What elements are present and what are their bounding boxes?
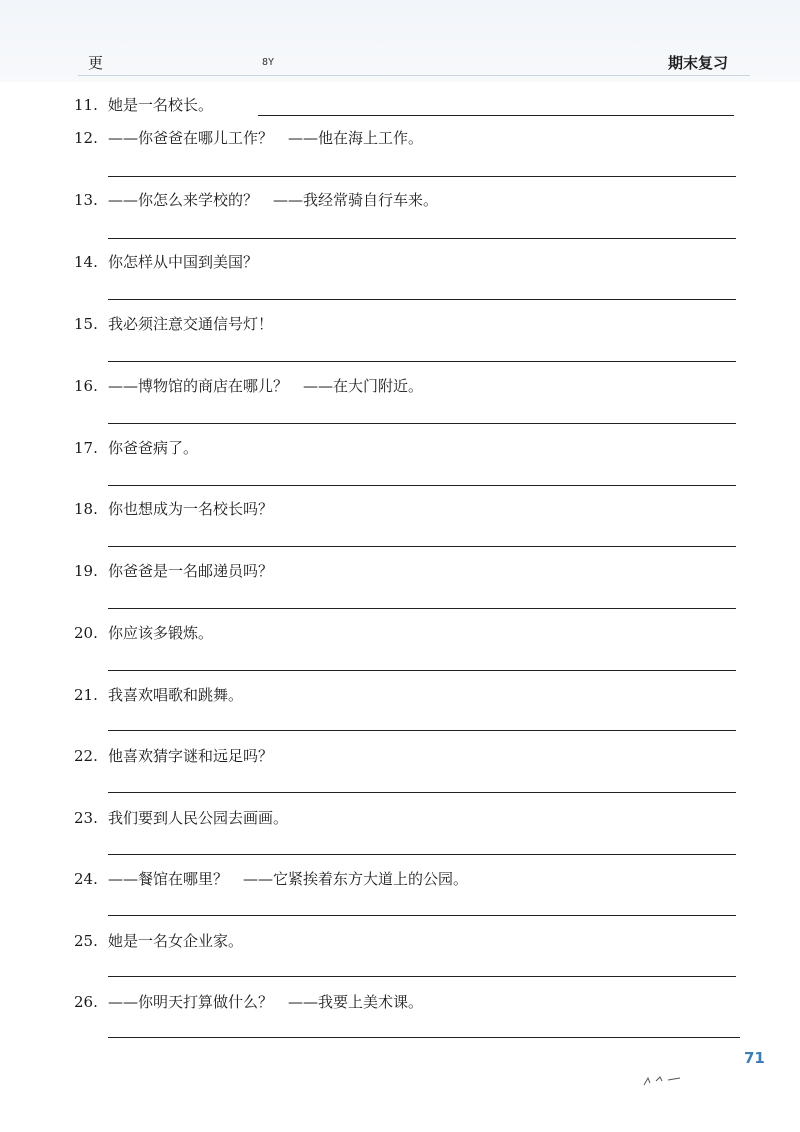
question-number: 22. [74,747,98,765]
answer-line[interactable] [108,1037,740,1038]
question-text: ——餐馆在哪里？ ——它紧挨着东方大道上的公园。 [108,870,469,888]
question-text: 她是一名女企业家。 [108,932,244,950]
header-left-char: 更 [88,54,104,72]
answer-line[interactable] [258,115,734,116]
question-text: 你爸爸是一名邮递员吗？ [108,562,274,580]
question-item [74,562,273,580]
answer-line[interactable] [108,608,736,609]
question-text: 你怎样从中国到美国？ [108,253,259,271]
question-text: 我们要到人民公园去画画。 [108,809,289,827]
question-number: 16. [74,377,98,395]
question-number: 17. [74,439,98,457]
question-number: 12. [74,129,98,147]
question-text: 他喜欢猜字谜和远足吗？ [108,747,274,765]
question-number: 13. [74,191,98,209]
answer-line[interactable] [108,976,736,977]
answer-line[interactable] [108,361,736,362]
question-text: ——你爸爸在哪儿工作？ ——他在海上工作。 [108,129,424,147]
question-item [74,993,423,1011]
question-number: 11. [74,96,98,114]
question-text: 你也想成为一名校长吗？ [108,500,274,518]
answer-line[interactable] [108,792,736,793]
answer-line[interactable] [108,730,736,731]
answer-line[interactable] [108,546,736,547]
question-item [74,315,273,333]
pencil-scribble [640,1072,700,1088]
answer-line[interactable] [108,423,736,424]
answer-line[interactable] [108,485,736,486]
question-number: 24. [74,870,98,888]
question-number: 19. [74,562,98,580]
question-number: 15. [74,315,98,333]
question-item [74,932,243,950]
question-item [74,500,273,518]
header-divider [78,75,750,76]
question-text: ——你怎么来学校的？ ——我经常骑自行车来。 [108,191,439,209]
question-item [74,624,213,642]
question-number: 20. [74,624,98,642]
question-item [74,439,198,457]
question-item [74,191,438,209]
answer-line[interactable] [108,854,736,855]
page-number: 71 [744,1049,765,1067]
question-item [74,96,213,114]
question-item [74,747,273,765]
header-code: 8Y [262,57,275,68]
answer-line[interactable] [108,238,736,239]
question-text: 你爸爸病了。 [108,439,199,457]
question-text: ——你明天打算做什么？ ——我要上美术课。 [108,993,424,1011]
question-item [74,870,468,888]
question-item [74,253,258,271]
question-number: 25. [74,932,98,950]
question-text: 她是一名校长。 [108,96,214,114]
answer-line[interactable] [108,176,736,177]
question-number: 18. [74,500,98,518]
question-number: 23. [74,809,98,827]
question-number: 26. [74,993,98,1011]
question-text: 我必须注意交通信号灯！ [108,315,274,333]
answer-line[interactable] [108,915,736,916]
answer-line[interactable] [108,670,736,671]
question-text: 我喜欢唱歌和跳舞。 [108,686,244,704]
answer-line[interactable] [108,299,736,300]
question-item [74,129,423,147]
question-text: 你应该多锻炼。 [108,624,214,642]
section-title: 期末复习 [668,54,729,72]
question-text: ——博物馆的商店在哪儿？ ——在大门附近。 [108,377,424,395]
question-item [74,377,423,395]
question-item [74,809,288,827]
question-number: 21. [74,686,98,704]
question-number: 14. [74,253,98,271]
question-item [74,686,243,704]
